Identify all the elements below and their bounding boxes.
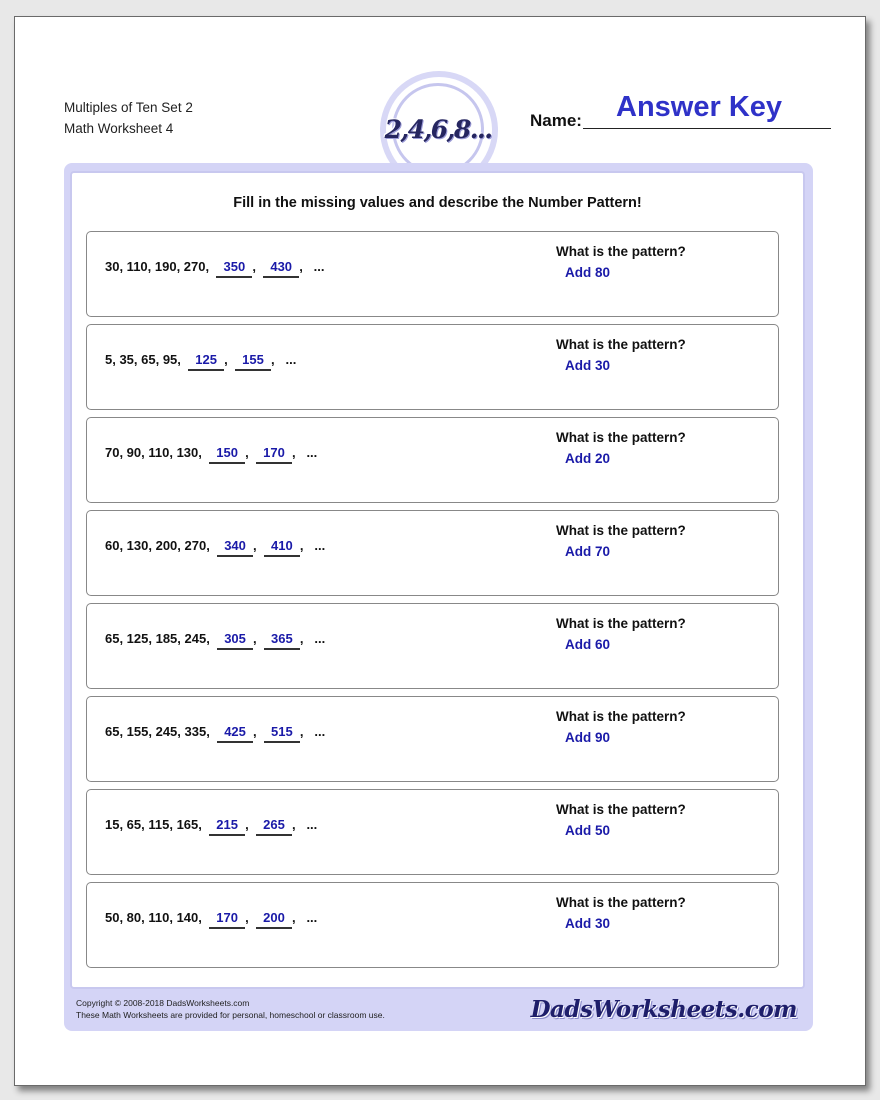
number-sequence [105, 631, 325, 650]
pattern-answer[interactable]: Add 70 [565, 544, 611, 559]
problem-row [86, 696, 779, 782]
usage-note: These Math Worksheets are provided for personal, homeschool or classroom use. [76, 1010, 385, 1020]
ellipsis: ... [314, 724, 326, 739]
missing-value-1[interactable]: 150 [209, 445, 245, 464]
pattern-answer[interactable]: Add 80 [565, 265, 611, 280]
sequence-terms: 15, 65, 115, 165, [105, 817, 202, 832]
pattern-answer[interactable]: Add 20 [565, 451, 611, 466]
emblem-text: 2,4,6,8... [384, 114, 492, 144]
worksheet-title: Multiples of Ten Set 2 [64, 100, 193, 115]
ellipsis: ... [306, 445, 318, 460]
worksheet-frame [64, 163, 813, 1031]
name-label: Name: [530, 111, 582, 130]
separator: , [252, 259, 256, 274]
missing-value-1[interactable]: 170 [209, 910, 245, 929]
pattern-answer[interactable]: Add 30 [565, 358, 611, 373]
missing-value-2[interactable]: 265 [256, 817, 292, 836]
sequence-terms: 65, 155, 245, 335, [105, 724, 210, 739]
problem-row [86, 417, 779, 503]
number-sequence [105, 445, 317, 464]
pattern-answer[interactable]: Add 30 [565, 916, 611, 931]
missing-value-2[interactable]: 430 [263, 259, 299, 278]
pattern-answer[interactable]: Add 50 [565, 823, 611, 838]
sequence-terms: 30, 110, 190, 270, [105, 259, 210, 274]
problem-row [86, 324, 779, 410]
problem-row [86, 510, 779, 596]
ellipsis: ... [285, 352, 297, 367]
ellipsis: ... [314, 631, 326, 646]
separator: , [245, 817, 249, 832]
separator: , [291, 910, 296, 925]
copyright: Copyright © 2008-2018 DadsWorksheets.com [76, 998, 250, 1008]
missing-value-2[interactable]: 155 [235, 352, 271, 371]
worksheet-header [64, 97, 193, 139]
separator: , [299, 259, 303, 274]
pattern-question: What is the pattern? [556, 802, 686, 817]
ellipsis: ... [313, 259, 325, 274]
separator: , [299, 631, 304, 646]
sequence-terms: 50, 80, 110, 140, [105, 910, 202, 925]
missing-value-2[interactable]: 515 [264, 724, 300, 743]
separator: , [291, 817, 296, 832]
pattern-answer[interactable]: Add 90 [565, 730, 611, 745]
ellipsis: ... [314, 538, 326, 553]
instructions: Fill in the missing values and describe the Number Pattern! [233, 195, 642, 211]
sequence-terms: 5, 35, 65, 95, [105, 352, 181, 367]
separator: , [253, 724, 257, 739]
pattern-question: What is the pattern? [556, 616, 686, 631]
missing-value-2[interactable]: 410 [264, 538, 300, 557]
missing-value-1[interactable]: 340 [217, 538, 253, 557]
separator: , [291, 445, 296, 460]
missing-value-2[interactable]: 170 [256, 445, 292, 464]
number-sequence [105, 352, 296, 371]
pattern-answer[interactable]: Add 60 [565, 637, 611, 652]
number-sequence [105, 910, 317, 929]
pattern-question: What is the pattern? [556, 895, 686, 910]
sequence-terms: 70, 90, 110, 130, [105, 445, 202, 460]
problem-row [86, 231, 779, 317]
answer-key-label: Answer Key [616, 91, 783, 123]
number-sequence [105, 817, 317, 836]
separator: , [253, 538, 257, 553]
pattern-question: What is the pattern? [556, 523, 686, 538]
problem-row [86, 603, 779, 689]
number-sequence [105, 724, 325, 743]
number-sequence [105, 259, 325, 278]
problem-row [86, 789, 779, 875]
sequence-terms: 65, 125, 185, 245, [105, 631, 210, 646]
pattern-question: What is the pattern? [556, 709, 686, 724]
separator: , [245, 445, 249, 460]
missing-value-1[interactable]: 350 [216, 259, 252, 278]
problem-row [86, 882, 779, 968]
name-line [583, 128, 831, 129]
footer-text [76, 997, 385, 1021]
missing-value-2[interactable]: 365 [264, 631, 300, 650]
separator: , [253, 631, 257, 646]
pattern-question: What is the pattern? [556, 337, 686, 352]
separator: , [271, 352, 275, 367]
pattern-question: What is the pattern? [556, 430, 686, 445]
missing-value-1[interactable]: 305 [217, 631, 253, 650]
pattern-question: What is the pattern? [556, 244, 686, 259]
missing-value-1[interactable]: 215 [209, 817, 245, 836]
separator: , [224, 352, 228, 367]
missing-value-1[interactable]: 125 [188, 352, 224, 371]
ellipsis: ... [306, 910, 318, 925]
separator: , [299, 724, 304, 739]
problems-panel [70, 171, 805, 989]
missing-value-2[interactable]: 200 [256, 910, 292, 929]
site-logo: DadsWorksheets.com [530, 996, 797, 1023]
worksheet-page [14, 16, 866, 1086]
separator: , [245, 910, 249, 925]
worksheet-subtitle: Math Worksheet 4 [64, 121, 174, 136]
missing-value-1[interactable]: 425 [217, 724, 253, 743]
number-sequence [105, 538, 325, 557]
sequence-terms: 60, 130, 200, 270, [105, 538, 210, 553]
ellipsis: ... [306, 817, 318, 832]
separator: , [299, 538, 304, 553]
